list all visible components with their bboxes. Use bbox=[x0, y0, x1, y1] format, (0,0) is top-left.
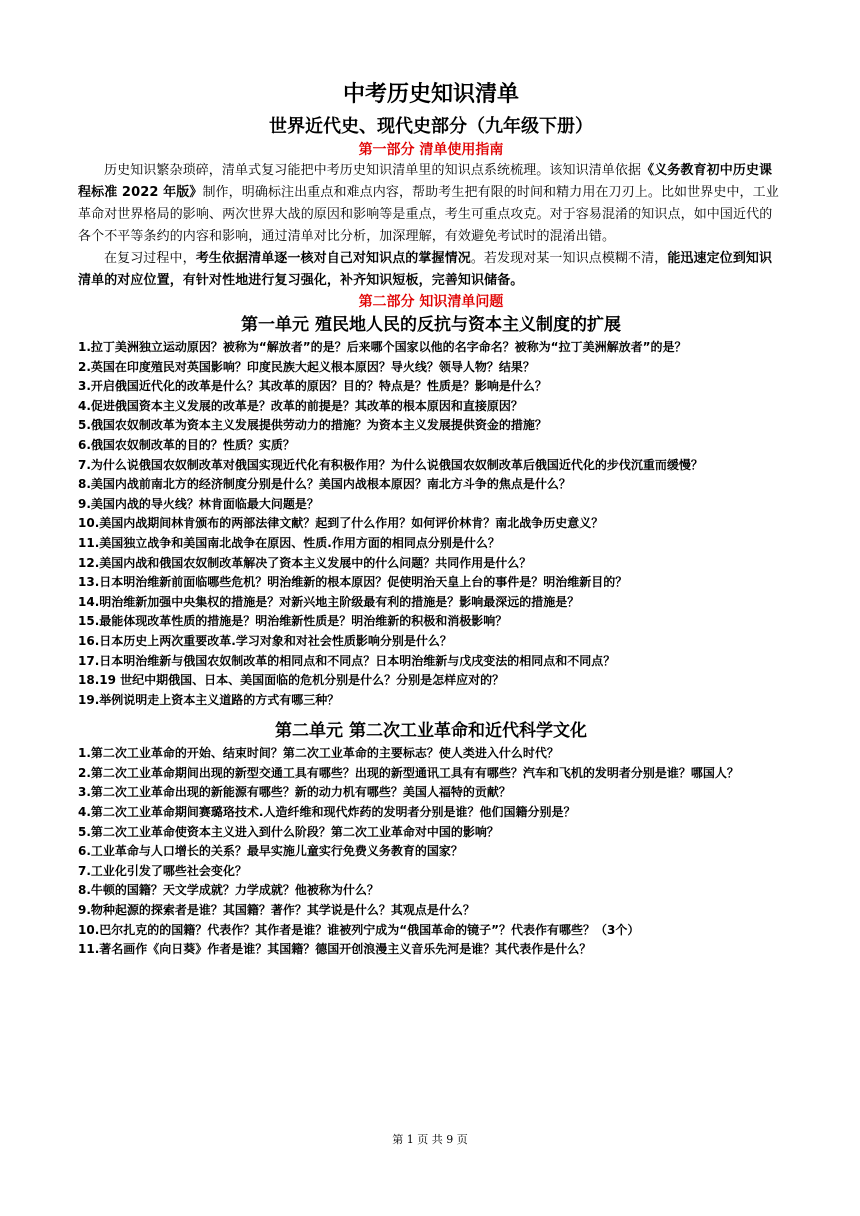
document-title: 中考历史知识清单 bbox=[342, 82, 519, 107]
guide-p2-bold-d: 能迅速定位到知识清单的对应位置，有针对性地进行复习强化，补齐知识短板，完善知识储备。 bbox=[78, 251, 773, 288]
question-item: 8.美国内战前南北方的经济制度分别是什么？美国内战根本原因？南北方斗争的焦点是什么？ bbox=[78, 477, 571, 492]
guide-p1-text-a: 历史知识繁杂琐碎，清单式复习能把中考历史知识清单里的知识点系统梳理。该知识清单依据 bbox=[104, 163, 642, 178]
question-item: 4.促进俄国资本主义发展的改革是？改革的前提是？其改革的根本原因和直接原因？ bbox=[78, 398, 523, 413]
question-item: 11.著名画作《向日葵》作者是谁？其国籍？德国开创浪漫主义音乐先河是谁？其代表作是什么？ bbox=[78, 942, 592, 957]
guide-p2-text-a: 在复习过程中， bbox=[104, 251, 196, 266]
questions-heading: 第二部分 知识清单问题 bbox=[358, 294, 504, 310]
document-page bbox=[78, 80, 784, 960]
question-item: 9.美国内战的导火线？林肯面临最大问题是？ bbox=[78, 496, 319, 511]
question-item: 10.巴尔扎克的的国籍？代表作？其作者是谁？谁被列宁成为“俄国革命的镜子”？代表作有哪些？（3个） bbox=[78, 922, 640, 937]
question-item: 11.美国独立战争和美国南北战争在原因、性质.作用方面的相同点分别是什么？ bbox=[78, 535, 500, 550]
question-item: 18.19 世纪中期俄国、日本、美国面临的危机分别是什么？分别是怎样应对的？ bbox=[78, 673, 505, 688]
guide-p2-bold-b: 考生依据清单逐一核对自己对知识点的掌握情况 bbox=[195, 251, 471, 266]
guide-p1-curriculum-standard: 《义务教育初中历史课程标准 2022 年版》 bbox=[78, 163, 773, 200]
question-item: 17.日本明治维新与俄国农奴制改革的相同点和不同点？日本明治维新与戊戌变法的相同点和不同点？ bbox=[78, 653, 616, 668]
guide-p1-text-c: 制作，明确标注出重点和难点内容，帮助考生把有限的时间和精力用在刀刃上。比如世界史中，工业革命对世界格局的影响、两次世界大战的原因和影响等是重点，考生可重点攻克。对于容易混淆的知识点，如中国近代的各个不平等条约的内容和影响，通过清单对比分析，加深理解，有效避免考试时的混淆出错。 bbox=[78, 185, 779, 244]
question-item: 12.美国内战和俄国农奴制改革解决了资本主义发展中的什么问题？共同作用是什么？ bbox=[78, 555, 532, 570]
question-item: 7.为什么说俄国农奴制改革对俄国实现近代化有积极作用？为什么说俄国农奴制改革后俄国近代化的步伐沉重而缓慢？ bbox=[78, 457, 703, 472]
question-item: 2.英国在印度殖民对英国影响？印度民族大起义根本原因？导火线？领导人物？结果？ bbox=[78, 359, 535, 374]
unit1-question-list bbox=[78, 338, 784, 710]
question-item: 8.牛顿的国籍？天文学成就？力学成就？他被称为什么？ bbox=[78, 883, 379, 898]
question-item: 2.第二次工业革命期间出现的新型交通工具有哪些？出现的新型通讯工具有有哪些？汽车和飞机的发明者分别是谁？哪国人？ bbox=[78, 765, 739, 780]
guide-paragraph-2 bbox=[78, 248, 784, 292]
question-item: 1.第二次工业革命的开始、结束时间？第二次工业革命的主要标志？使人类进入什么时代？ bbox=[78, 746, 559, 761]
unit1-title: 第一单元 殖民地人民的反抗与资本主义制度的扩展 bbox=[241, 315, 621, 335]
question-item: 6.工业革命与人口增长的关系？最早实施儿童实行免费义务教育的国家？ bbox=[78, 844, 463, 859]
question-item: 7.工业化引发了哪些社会变化？ bbox=[78, 863, 247, 878]
guide-paragraph-1 bbox=[78, 160, 784, 248]
unit2-question-list bbox=[78, 744, 784, 960]
question-item: 6.俄国农奴制改革的目的？性质？实质？ bbox=[78, 437, 295, 452]
question-item: 13.日本明治维新前面临哪些危机？明治维新的根本原因？促使明治天皇上台的事件是？明治维新目的？ bbox=[78, 575, 628, 590]
question-item: 1.拉丁美洲独立运动原因？被称为“解放者”的是？后来哪个国家以他的名字命名？被称为“拉丁美洲解放者”的是？ bbox=[78, 340, 687, 354]
page-number: 第 1 页 共 9 页 bbox=[392, 1133, 468, 1146]
guide-p2-text-c: 。若发现对某一知识点模糊不清， bbox=[470, 251, 668, 266]
question-item: 9.物种起源的探索者是谁？其国籍？著作？其学说是什么？其观点是什么？ bbox=[78, 903, 475, 918]
question-item: 5.第二次工业革命使资本主义进入到什么阶段？第二次工业革命对中国的影响？ bbox=[78, 824, 499, 839]
guide-heading: 第一部分 清单使用指南 bbox=[358, 142, 504, 158]
question-item: 19.举例说明走上资本主义道路的方式有哪三种？ bbox=[78, 692, 340, 707]
question-item: 3.开启俄国近代化的改革是什么？其改革的原因？目的？特点是？性质是？影响是什么？ bbox=[78, 379, 547, 394]
question-item: 10.美国内战期间林肯颁布的两部法律文献？起到了什么作用？如何评价林肯？南北战争历史意义？ bbox=[78, 516, 604, 531]
question-item: 4.第二次工业革命期间赛璐珞技术.人造纤维和现代炸药的发明者分别是谁？他们国籍分别是？ bbox=[78, 805, 576, 820]
question-item: 3.第二次工业革命出现的新能源有哪些？新的动力机有哪些？美国人福特的贡献？ bbox=[78, 785, 511, 800]
question-item: 16.日本历史上两次重要改革.学习对象和对社会性质影响分别是什么？ bbox=[78, 633, 452, 648]
question-item: 14.明治维新加强中央集权的措施是？对新兴地主阶级最有利的措施是？影响最深远的措施是？ bbox=[78, 594, 580, 609]
document-subtitle: 世界近代史、现代史部分（九年级下册） bbox=[269, 116, 593, 137]
unit2-title: 第二单元 第二次工业革命和近代科学文化 bbox=[275, 721, 587, 742]
question-item: 5.俄国农奴制改革为资本主义发展提供劳动力的措施？为资本主义发展提供资金的措施？ bbox=[78, 418, 547, 433]
question-item: 15.最能体现改革性质的措施是？明治维新性质是？明治维新的积极和消极影响？ bbox=[78, 614, 508, 629]
